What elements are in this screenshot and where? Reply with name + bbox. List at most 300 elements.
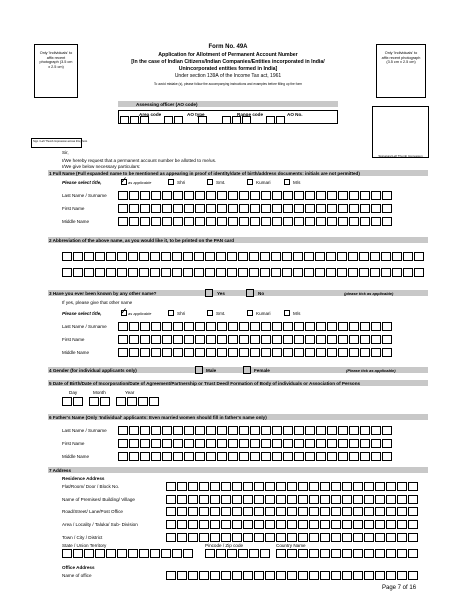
char-box[interactable] xyxy=(239,426,249,435)
char-box[interactable] xyxy=(239,204,249,213)
char-box[interactable] xyxy=(188,571,198,580)
char-box[interactable] xyxy=(84,252,94,261)
char-box[interactable] xyxy=(305,426,315,435)
char-box[interactable] xyxy=(150,549,160,558)
char-box[interactable] xyxy=(316,217,326,226)
char-box[interactable] xyxy=(294,335,304,344)
char-box[interactable] xyxy=(184,322,194,331)
char-box[interactable] xyxy=(283,204,293,213)
char-box[interactable] xyxy=(360,452,370,461)
char-box[interactable] xyxy=(349,191,359,200)
char-box[interactable] xyxy=(282,268,292,277)
char-box[interactable] xyxy=(177,533,187,542)
char-box[interactable] xyxy=(408,495,418,504)
char-box[interactable] xyxy=(276,495,286,504)
char-box[interactable] xyxy=(294,322,304,331)
dob-month-box[interactable] xyxy=(100,397,110,406)
char-box[interactable] xyxy=(177,571,187,580)
char-box[interactable] xyxy=(261,322,271,331)
char-box[interactable] xyxy=(194,252,204,261)
char-box[interactable] xyxy=(184,439,194,448)
char-box[interactable] xyxy=(272,439,282,448)
ao-box[interactable] xyxy=(232,116,241,124)
char-box[interactable] xyxy=(239,217,249,226)
char-box[interactable] xyxy=(162,204,172,213)
title-kumari-checkbox[interactable] xyxy=(247,179,253,185)
other-title-shri-checkbox[interactable] xyxy=(168,310,174,316)
char-box[interactable] xyxy=(199,495,209,504)
char-box[interactable] xyxy=(397,507,407,516)
char-box[interactable] xyxy=(397,571,407,580)
char-box[interactable] xyxy=(414,252,424,261)
char-box[interactable] xyxy=(305,439,315,448)
char-box[interactable] xyxy=(276,507,286,516)
char-box[interactable] xyxy=(261,217,271,226)
char-box[interactable] xyxy=(338,426,348,435)
char-box[interactable] xyxy=(360,439,370,448)
char-box[interactable] xyxy=(184,204,194,213)
dob-year-box[interactable] xyxy=(116,397,126,406)
char-box[interactable] xyxy=(249,252,259,261)
char-box[interactable] xyxy=(370,252,380,261)
char-box[interactable] xyxy=(84,549,94,558)
char-box[interactable] xyxy=(228,335,238,344)
char-box[interactable] xyxy=(73,549,83,558)
char-box[interactable] xyxy=(342,533,352,542)
ao-box[interactable] xyxy=(222,116,231,124)
char-box[interactable] xyxy=(250,217,260,226)
char-box[interactable] xyxy=(298,533,308,542)
char-box[interactable] xyxy=(397,533,407,542)
char-box[interactable] xyxy=(139,252,149,261)
char-box[interactable] xyxy=(243,520,253,529)
char-box[interactable] xyxy=(129,191,139,200)
char-box[interactable] xyxy=(371,452,381,461)
char-box[interactable] xyxy=(199,507,209,516)
char-box[interactable] xyxy=(331,495,341,504)
char-box[interactable] xyxy=(184,335,194,344)
char-box[interactable] xyxy=(364,495,374,504)
char-box[interactable] xyxy=(221,571,231,580)
char-box[interactable] xyxy=(342,507,352,516)
char-box[interactable] xyxy=(364,482,374,491)
char-box[interactable] xyxy=(221,482,231,491)
char-box[interactable] xyxy=(210,507,220,516)
char-box[interactable] xyxy=(382,439,392,448)
char-box[interactable] xyxy=(305,204,315,213)
char-box[interactable] xyxy=(261,191,271,200)
char-box[interactable] xyxy=(360,335,370,344)
char-box[interactable] xyxy=(118,426,128,435)
dob-year-box[interactable] xyxy=(127,397,137,406)
char-box[interactable] xyxy=(349,322,359,331)
char-box[interactable] xyxy=(272,335,282,344)
char-box[interactable] xyxy=(118,191,128,200)
ao-box[interactable] xyxy=(174,116,183,124)
char-box[interactable] xyxy=(371,335,381,344)
char-box[interactable] xyxy=(188,495,198,504)
dob-day-box[interactable] xyxy=(73,397,83,406)
char-box[interactable] xyxy=(371,322,381,331)
char-box[interactable] xyxy=(375,549,385,558)
char-box[interactable] xyxy=(320,571,330,580)
char-box[interactable] xyxy=(265,520,275,529)
char-box[interactable] xyxy=(342,571,352,580)
char-box[interactable] xyxy=(327,204,337,213)
char-box[interactable] xyxy=(304,252,314,261)
char-box[interactable] xyxy=(217,322,227,331)
char-box[interactable] xyxy=(360,348,370,357)
char-box[interactable] xyxy=(305,335,315,344)
char-box[interactable] xyxy=(293,252,303,261)
char-box[interactable] xyxy=(364,549,374,558)
char-box[interactable] xyxy=(129,439,139,448)
char-box[interactable] xyxy=(206,335,216,344)
ao-box[interactable] xyxy=(164,116,173,124)
char-box[interactable] xyxy=(260,252,270,261)
char-box[interactable] xyxy=(249,549,259,558)
char-box[interactable] xyxy=(386,520,396,529)
char-box[interactable] xyxy=(371,204,381,213)
char-box[interactable] xyxy=(210,520,220,529)
char-box[interactable] xyxy=(95,268,105,277)
char-box[interactable] xyxy=(254,533,264,542)
other-title-smt-checkbox[interactable] xyxy=(207,310,213,316)
char-box[interactable] xyxy=(265,571,275,580)
char-box[interactable] xyxy=(337,268,347,277)
char-box[interactable] xyxy=(106,252,116,261)
char-box[interactable] xyxy=(298,482,308,491)
char-box[interactable] xyxy=(331,533,341,542)
char-box[interactable] xyxy=(140,348,150,357)
char-box[interactable] xyxy=(128,268,138,277)
char-box[interactable] xyxy=(162,335,172,344)
char-box[interactable] xyxy=(298,507,308,516)
char-box[interactable] xyxy=(173,348,183,357)
char-box[interactable] xyxy=(106,268,116,277)
char-box[interactable] xyxy=(348,252,358,261)
char-box[interactable] xyxy=(371,439,381,448)
char-box[interactable] xyxy=(243,571,253,580)
char-box[interactable] xyxy=(173,452,183,461)
char-box[interactable] xyxy=(359,268,369,277)
char-box[interactable] xyxy=(349,426,359,435)
char-box[interactable] xyxy=(129,217,139,226)
char-box[interactable] xyxy=(106,549,116,558)
char-box[interactable] xyxy=(371,191,381,200)
char-box[interactable] xyxy=(243,507,253,516)
char-box[interactable] xyxy=(327,348,337,357)
char-box[interactable] xyxy=(129,348,139,357)
ao-box[interactable] xyxy=(198,116,207,124)
char-box[interactable] xyxy=(337,252,347,261)
char-box[interactable] xyxy=(386,533,396,542)
char-box[interactable] xyxy=(140,426,150,435)
char-box[interactable] xyxy=(338,348,348,357)
char-box[interactable] xyxy=(118,217,128,226)
char-box[interactable] xyxy=(239,452,249,461)
char-box[interactable] xyxy=(397,495,407,504)
gender-female-checkbox[interactable] xyxy=(243,366,251,374)
char-box[interactable] xyxy=(315,268,325,277)
char-box[interactable] xyxy=(162,439,172,448)
char-box[interactable] xyxy=(305,191,315,200)
char-box[interactable] xyxy=(140,452,150,461)
char-box[interactable] xyxy=(177,520,187,529)
char-box[interactable] xyxy=(205,268,215,277)
char-box[interactable] xyxy=(166,520,176,529)
char-box[interactable] xyxy=(151,452,161,461)
char-box[interactable] xyxy=(173,204,183,213)
char-box[interactable] xyxy=(283,348,293,357)
dob-month-box[interactable] xyxy=(89,397,99,406)
char-box[interactable] xyxy=(150,268,160,277)
char-box[interactable] xyxy=(166,495,176,504)
char-box[interactable] xyxy=(210,533,220,542)
char-box[interactable] xyxy=(62,252,72,261)
char-box[interactable] xyxy=(294,191,304,200)
char-box[interactable] xyxy=(228,217,238,226)
char-box[interactable] xyxy=(408,520,418,529)
other-name-no-checkbox[interactable] xyxy=(246,289,254,297)
char-box[interactable] xyxy=(375,520,385,529)
char-box[interactable] xyxy=(294,439,304,448)
char-box[interactable] xyxy=(260,268,270,277)
char-box[interactable] xyxy=(353,495,363,504)
char-box[interactable] xyxy=(276,549,286,558)
char-box[interactable] xyxy=(173,335,183,344)
char-box[interactable] xyxy=(272,426,282,435)
char-box[interactable] xyxy=(326,268,336,277)
char-box[interactable] xyxy=(243,533,253,542)
char-box[interactable] xyxy=(129,322,139,331)
char-box[interactable] xyxy=(161,549,171,558)
char-box[interactable] xyxy=(162,322,172,331)
char-box[interactable] xyxy=(260,549,270,558)
char-box[interactable] xyxy=(349,452,359,461)
char-box[interactable] xyxy=(217,452,227,461)
char-box[interactable] xyxy=(217,191,227,200)
char-box[interactable] xyxy=(206,204,216,213)
char-box[interactable] xyxy=(227,268,237,277)
char-box[interactable] xyxy=(210,495,220,504)
char-box[interactable] xyxy=(283,335,293,344)
char-box[interactable] xyxy=(304,268,314,277)
char-box[interactable] xyxy=(250,191,260,200)
char-box[interactable] xyxy=(331,571,341,580)
char-box[interactable] xyxy=(349,348,359,357)
char-box[interactable] xyxy=(327,426,337,435)
char-box[interactable] xyxy=(327,439,337,448)
char-box[interactable] xyxy=(283,452,293,461)
char-box[interactable] xyxy=(283,191,293,200)
char-box[interactable] xyxy=(129,204,139,213)
char-box[interactable] xyxy=(316,322,326,331)
char-box[interactable] xyxy=(162,452,172,461)
char-box[interactable] xyxy=(305,452,315,461)
char-box[interactable] xyxy=(261,439,271,448)
char-box[interactable] xyxy=(250,426,260,435)
char-box[interactable] xyxy=(371,217,381,226)
char-box[interactable] xyxy=(320,507,330,516)
char-box[interactable] xyxy=(227,252,237,261)
char-box[interactable] xyxy=(265,482,275,491)
dob-year-box[interactable] xyxy=(138,397,148,406)
char-box[interactable] xyxy=(166,533,176,542)
char-box[interactable] xyxy=(382,335,392,344)
char-box[interactable] xyxy=(272,348,282,357)
char-box[interactable] xyxy=(309,533,319,542)
char-box[interactable] xyxy=(188,520,198,529)
char-box[interactable] xyxy=(370,268,380,277)
char-box[interactable] xyxy=(118,322,128,331)
char-box[interactable] xyxy=(173,191,183,200)
char-box[interactable] xyxy=(364,533,374,542)
char-box[interactable] xyxy=(217,348,227,357)
ao-box[interactable] xyxy=(266,116,275,124)
char-box[interactable] xyxy=(232,571,242,580)
char-box[interactable] xyxy=(62,549,72,558)
char-box[interactable] xyxy=(386,571,396,580)
char-box[interactable] xyxy=(331,520,341,529)
char-box[interactable] xyxy=(382,322,392,331)
char-box[interactable] xyxy=(232,507,242,516)
char-box[interactable] xyxy=(271,268,281,277)
char-box[interactable] xyxy=(276,571,286,580)
char-box[interactable] xyxy=(195,191,205,200)
char-box[interactable] xyxy=(360,322,370,331)
char-box[interactable] xyxy=(331,549,341,558)
char-box[interactable] xyxy=(140,204,150,213)
char-box[interactable] xyxy=(261,204,271,213)
char-box[interactable] xyxy=(188,533,198,542)
char-box[interactable] xyxy=(239,348,249,357)
char-box[interactable] xyxy=(309,507,319,516)
char-box[interactable] xyxy=(254,571,264,580)
char-box[interactable] xyxy=(217,426,227,435)
char-box[interactable] xyxy=(195,204,205,213)
char-box[interactable] xyxy=(195,426,205,435)
char-box[interactable] xyxy=(210,482,220,491)
char-box[interactable] xyxy=(232,520,242,529)
char-box[interactable] xyxy=(272,452,282,461)
char-box[interactable] xyxy=(382,426,392,435)
char-box[interactable] xyxy=(298,571,308,580)
title-ms-checkbox[interactable] xyxy=(284,179,290,185)
char-box[interactable] xyxy=(349,204,359,213)
char-box[interactable] xyxy=(172,252,182,261)
char-box[interactable] xyxy=(338,217,348,226)
char-box[interactable] xyxy=(283,217,293,226)
char-box[interactable] xyxy=(382,204,392,213)
char-box[interactable] xyxy=(265,507,275,516)
char-box[interactable] xyxy=(184,452,194,461)
char-box[interactable] xyxy=(217,439,227,448)
char-box[interactable] xyxy=(216,252,226,261)
char-box[interactable] xyxy=(228,426,238,435)
char-box[interactable] xyxy=(217,217,227,226)
char-box[interactable] xyxy=(117,549,127,558)
char-box[interactable] xyxy=(221,520,231,529)
char-box[interactable] xyxy=(360,191,370,200)
char-box[interactable] xyxy=(199,571,209,580)
char-box[interactable] xyxy=(172,268,182,277)
char-box[interactable] xyxy=(294,348,304,357)
char-box[interactable] xyxy=(151,335,161,344)
char-box[interactable] xyxy=(173,217,183,226)
char-box[interactable] xyxy=(216,549,226,558)
char-box[interactable] xyxy=(309,520,319,529)
char-box[interactable] xyxy=(408,533,418,542)
char-box[interactable] xyxy=(287,495,297,504)
other-title-ms-checkbox[interactable] xyxy=(284,310,290,316)
char-box[interactable] xyxy=(221,507,231,516)
char-box[interactable] xyxy=(188,507,198,516)
char-box[interactable] xyxy=(287,571,297,580)
char-box[interactable] xyxy=(151,191,161,200)
char-box[interactable] xyxy=(95,549,105,558)
char-box[interactable] xyxy=(205,252,215,261)
char-box[interactable] xyxy=(151,204,161,213)
char-box[interactable] xyxy=(173,439,183,448)
char-box[interactable] xyxy=(298,549,308,558)
char-box[interactable] xyxy=(184,217,194,226)
char-box[interactable] xyxy=(326,252,336,261)
char-box[interactable] xyxy=(161,252,171,261)
char-box[interactable] xyxy=(206,452,216,461)
char-box[interactable] xyxy=(140,322,150,331)
dob-year-box[interactable] xyxy=(149,397,159,406)
char-box[interactable] xyxy=(359,252,369,261)
char-box[interactable] xyxy=(162,348,172,357)
char-box[interactable] xyxy=(327,217,337,226)
char-box[interactable] xyxy=(315,252,325,261)
char-box[interactable] xyxy=(177,482,187,491)
char-box[interactable] xyxy=(338,439,348,448)
char-box[interactable] xyxy=(349,217,359,226)
char-box[interactable] xyxy=(118,204,128,213)
char-box[interactable] xyxy=(73,252,83,261)
char-box[interactable] xyxy=(139,549,149,558)
char-box[interactable] xyxy=(73,268,83,277)
char-box[interactable] xyxy=(342,482,352,491)
char-box[interactable] xyxy=(183,252,193,261)
char-box[interactable] xyxy=(305,348,315,357)
ao-box[interactable] xyxy=(242,116,251,124)
char-box[interactable] xyxy=(128,549,138,558)
char-box[interactable] xyxy=(283,322,293,331)
char-box[interactable] xyxy=(309,549,319,558)
char-box[interactable] xyxy=(364,520,374,529)
char-box[interactable] xyxy=(353,533,363,542)
char-box[interactable] xyxy=(217,335,227,344)
char-box[interactable] xyxy=(294,426,304,435)
char-box[interactable] xyxy=(250,348,260,357)
char-box[interactable] xyxy=(216,268,226,277)
char-box[interactable] xyxy=(239,322,249,331)
char-box[interactable] xyxy=(386,549,396,558)
char-box[interactable] xyxy=(276,520,286,529)
char-box[interactable] xyxy=(118,439,128,448)
char-box[interactable] xyxy=(151,426,161,435)
char-box[interactable] xyxy=(228,322,238,331)
char-box[interactable] xyxy=(195,348,205,357)
char-box[interactable] xyxy=(382,348,392,357)
char-box[interactable] xyxy=(349,335,359,344)
char-box[interactable] xyxy=(250,439,260,448)
char-box[interactable] xyxy=(261,335,271,344)
char-box[interactable] xyxy=(118,348,128,357)
